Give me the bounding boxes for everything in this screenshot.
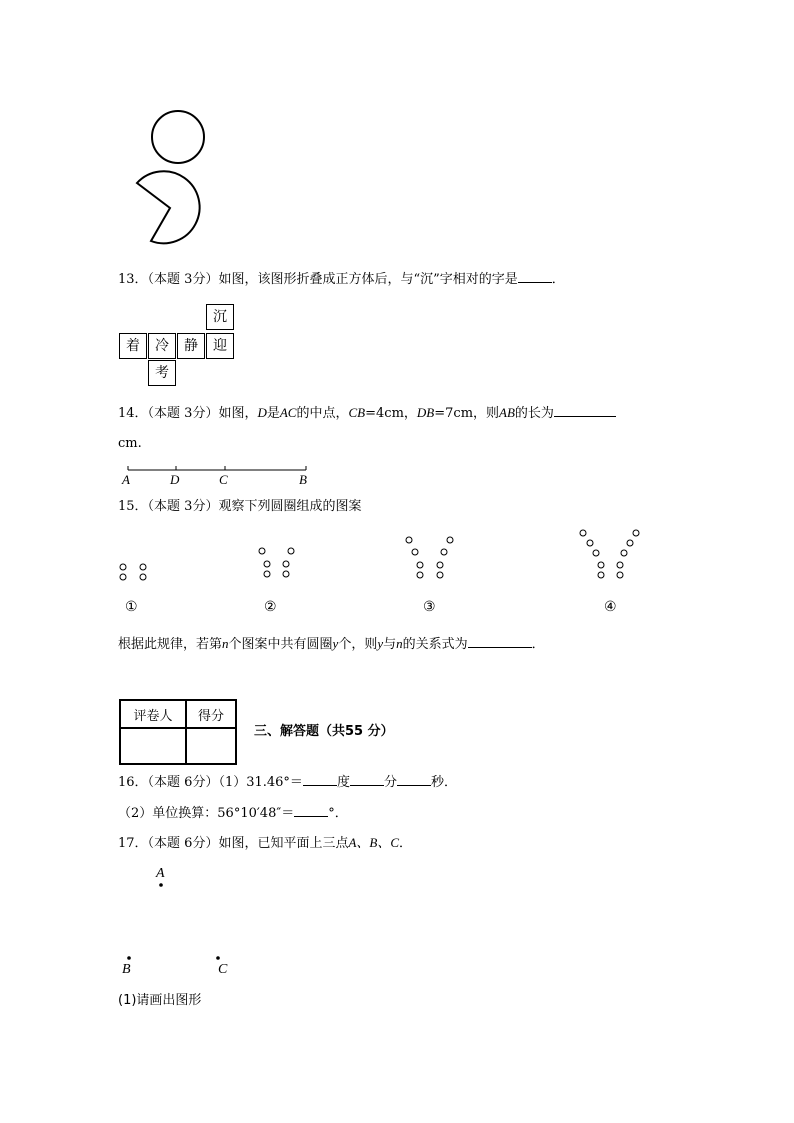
pattern-4	[580, 530, 639, 578]
pattern-circle	[120, 574, 126, 580]
pattern-circle	[437, 562, 443, 568]
point-b-label: B	[122, 962, 131, 977]
pattern-circle	[417, 562, 423, 568]
q17-sub1: (1)请画出图形	[118, 993, 202, 1008]
pattern-3	[406, 537, 453, 578]
q15-prompt: 15．（本题 3分）观察下列圆圈组成的图案	[118, 499, 362, 514]
score-cell-grader[interactable]	[120, 728, 186, 764]
pattern-label-3: ③	[423, 599, 436, 615]
q14-line2: cm.	[118, 436, 142, 451]
cube-cell-chen: 沉	[206, 304, 234, 330]
q16-conversion-blank[interactable]	[294, 804, 328, 817]
top-circle	[152, 111, 204, 163]
pattern-circle	[598, 572, 604, 578]
score-table	[119, 699, 237, 765]
cube-cell-zhe: 着	[119, 333, 147, 359]
q17-text: 17．（本题 6分）如图，已知平面上三点A、B、C．	[118, 835, 413, 851]
q13-text: 13．（本题 3分）如图，该图形折叠成正方体后，与“沉”字相对的字是 ．	[118, 272, 565, 287]
pattern-circle	[264, 571, 270, 577]
q16-line2: （2）单位换算：56°10′48″＝ °．	[118, 806, 348, 821]
point-a-label: A	[156, 866, 165, 881]
pattern-circle	[617, 562, 623, 568]
q14-text: 14．（本题 3分）如图，D是AC的中点，CB=4cm，DB=7cm，则AB的长为	[118, 404, 616, 423]
segment-figure	[118, 462, 318, 488]
pacman-shape	[137, 171, 200, 243]
pattern-circle	[593, 550, 599, 556]
score-header-grader: 评卷人	[120, 700, 186, 728]
pattern-circle	[598, 562, 604, 568]
pattern-circle	[441, 549, 447, 555]
pattern-circle	[264, 561, 270, 567]
label-b: B	[299, 472, 307, 487]
pattern-label-1: ①	[125, 599, 138, 615]
pattern-label-4: ④	[604, 599, 617, 615]
pattern-circle	[627, 540, 633, 546]
q13-answer-blank[interactable]	[518, 270, 552, 283]
q16-minute-blank[interactable]	[350, 773, 384, 786]
pattern-label-2: ②	[264, 599, 277, 615]
cube-cell-kao: 考	[148, 360, 176, 386]
pattern-circle	[140, 564, 146, 570]
circle-patterns-figure	[110, 526, 650, 590]
label-d: D	[170, 472, 180, 487]
pattern-circle	[283, 571, 289, 577]
pattern-1	[120, 564, 146, 580]
cube-cell-ying: 迎	[206, 333, 234, 359]
section-3-title: 三、解答题（共55 分）	[254, 724, 394, 739]
q15-rule: 根据此规律，若第n个图案中共有圆圈y个，则y与n的关系式为 ．	[118, 636, 545, 652]
score-header-score: 得分	[186, 700, 236, 728]
pattern-circle	[633, 530, 639, 536]
circle-pacman-figure	[130, 108, 222, 250]
point-a	[159, 883, 163, 887]
label-c: C	[219, 472, 228, 487]
pattern-circle	[412, 549, 418, 555]
point-b	[127, 956, 131, 960]
pattern-circle	[283, 561, 289, 567]
pattern-circle	[580, 530, 586, 536]
pattern-circle	[140, 574, 146, 580]
q15-answer-blank[interactable]	[468, 635, 532, 648]
point-c-label: C	[218, 962, 228, 977]
pattern-circle	[437, 572, 443, 578]
q16-degree-blank[interactable]	[303, 773, 337, 786]
label-a: A	[122, 472, 130, 487]
pattern-circle	[406, 537, 412, 543]
cube-cell-leng: 冷	[148, 333, 176, 359]
q16-line1: 16．（本题 6分）（1）31.46°＝ 度 分 秒．	[118, 775, 457, 790]
pattern-circle	[621, 550, 627, 556]
pattern-circle	[259, 548, 265, 554]
three-points-figure	[112, 860, 252, 980]
pattern-circle	[120, 564, 126, 570]
pattern-circle	[447, 537, 453, 543]
cube-cell-jing: 静	[177, 333, 205, 359]
pattern-circle	[617, 572, 623, 578]
pattern-circle	[288, 548, 294, 554]
pattern-circle	[587, 540, 593, 546]
q14-answer-blank[interactable]	[554, 404, 616, 417]
pattern-circle	[417, 572, 423, 578]
point-c	[216, 956, 220, 960]
score-cell-score[interactable]	[186, 728, 236, 764]
pattern-2	[259, 548, 294, 577]
q16-second-blank[interactable]	[397, 773, 431, 786]
